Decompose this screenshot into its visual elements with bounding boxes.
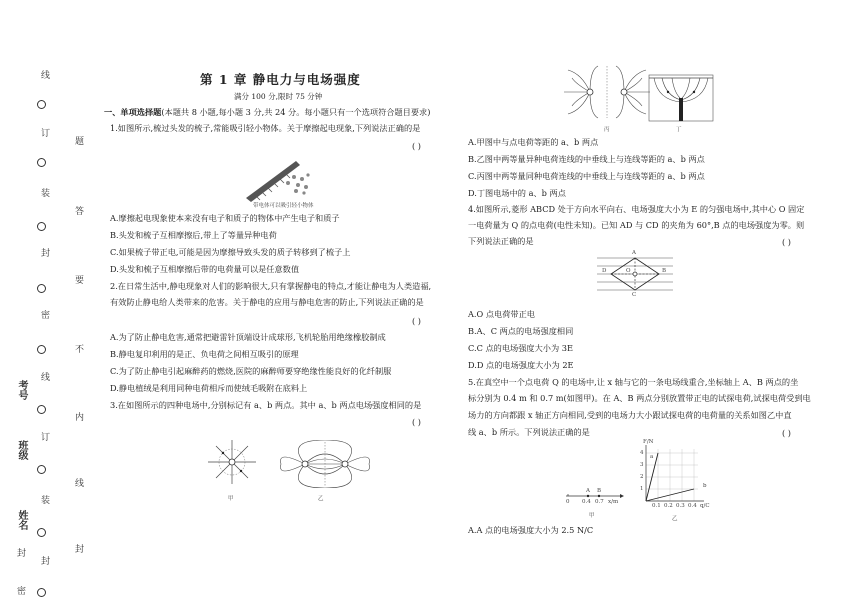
name-label: 姓名 (16, 510, 27, 530)
q4-option-c: C.C 点的电场强度大小为 3E (468, 343, 573, 353)
binding-circle (37, 528, 46, 537)
q5-fig-yi-caption: 乙 (672, 516, 678, 522)
binding-circle (37, 405, 46, 414)
q2-option-c: C.为了防止静电引起麻醉药的燃烧,医院的麻醉师要穿绝缘性能良好的化纤制服 (110, 366, 392, 376)
q1-option-a: A.摩擦起电现象使本来没有电子和质子的物体中产生电子和质子 (110, 213, 340, 223)
binding-char: 封 (39, 248, 49, 257)
q5-tick-04: 0.4 (582, 499, 591, 505)
q4-point-c: C (632, 292, 637, 298)
q5-xlabel: x/m (608, 499, 619, 505)
q3-fig-bing (562, 64, 652, 119)
q5-stem-line4: 线 a、b 所示。下列说法正确的是 (468, 427, 590, 437)
q5-tick-07: 0.7 (595, 499, 604, 505)
binding-char: 线 (39, 70, 49, 79)
q5-xtick-01: 0.1 (652, 503, 661, 509)
q4-stem-line3: 下列说法正确的是 (468, 236, 534, 246)
q1-option-d: D.头发和梳子互相摩擦后带的电荷量可以是任意数值 (110, 264, 300, 274)
q4-stem-line2: 一电荷量为 Q 的点电荷(电性未知)。已知 AD 与 CD 的夹角为 60°,B 点的电场强度为零。则 (468, 220, 805, 230)
q5-graph-xlabel: q/C (700, 503, 710, 509)
q5-ytick-3: 3 (640, 462, 644, 468)
q3-option-c: C.丙图中两等量同种电荷连线的中垂线上与连线等距的 a、b 两点 (468, 171, 705, 181)
q2-option-a: A.为了防止静电危害,通常把避雷针顶端设计成球形,飞机轮胎用绝缘橡胶制成 (110, 332, 386, 342)
exam-number-label: 考号 (16, 380, 27, 400)
binding-char: 不 (73, 344, 83, 353)
q2-option-d: D.静电植绒是利用同种电荷相斥而使绒毛吸附在底料上 (110, 383, 308, 393)
binding-char: 封 (39, 556, 49, 565)
q5-xtick-03: 0.3 (676, 503, 685, 509)
q5-ytick-4: 4 (640, 450, 644, 456)
binding-circle (37, 588, 46, 597)
q1-figure-caption: 带电体可以吸引轻小物体 (253, 203, 314, 209)
q3-fig-ding (648, 74, 714, 124)
q5-answer-paren: ( ) (782, 428, 791, 438)
q5-tick-0: 0 (566, 499, 570, 505)
q4-option-a: A.O 点电荷带正电 (468, 309, 535, 319)
q3-option-a: A.甲图中与点电荷等距的 a、b 两点 (468, 137, 599, 147)
q2-stem-line1: 2.在日常生活中,静电现象对人们的影响很大,只有掌握静电的特点,才能让静电为人类造福, (110, 281, 432, 291)
q3-stem: 3.在如图所示的四种电场中,分别标记有 a、b 两点。其中 a、b 两点电场强度相同的是 (110, 400, 422, 410)
binding-char: 题 (73, 136, 83, 145)
q1-answer-paren: ( ) (412, 141, 421, 151)
q5-xtick-04: 0.4 (688, 503, 697, 509)
binding-margin (0, 0, 100, 608)
section-note: (本题共 8 小题,每小题 3 分,共 24 分。每小题只有一个选项符合题目要求) (161, 107, 431, 117)
binding-char: 线 (73, 478, 83, 487)
q5-fig-graph (638, 443, 708, 505)
q3-fig-jia-label: 甲 (228, 496, 234, 502)
q5-ylabel: F/N (643, 439, 654, 445)
q5-option-a: A.A 点的电场强度大小为 2.5 N/C (468, 525, 594, 535)
binding-char: 内 (73, 412, 83, 421)
page-subtitle: 满分 100 分,限时 75 分钟 (234, 92, 323, 101)
q2-answer-paren: ( ) (412, 316, 421, 326)
q1-option-b: B.头发和梳子互相摩擦后,带上了等量异种电荷 (110, 230, 277, 240)
q5-fig-jia-caption: 甲 (589, 513, 595, 519)
q4-option-b: B.A、C 两点的电场强度相同 (468, 326, 574, 336)
binding-char: 封 (73, 544, 83, 553)
q5-ytick-2: 2 (640, 474, 644, 480)
q5-xtick-02: 0.2 (664, 503, 673, 509)
q5-point-b: B (597, 488, 602, 494)
q1-stem: 1.如图所示,梳过头发的梳子,常能吸引轻小物体。关于摩擦起电现象,下列说法正确的是 (110, 123, 421, 133)
binding-char: 订 (39, 128, 49, 137)
q4-point-o: O (626, 268, 631, 274)
binding-char: 密 (15, 586, 25, 595)
q4-answer-paren: ( ) (782, 237, 791, 247)
binding-circle (37, 158, 46, 167)
q4-point-a: A (632, 250, 636, 256)
binding-char: 密 (39, 310, 49, 319)
binding-circle (37, 222, 46, 231)
q2-option-b: B.静电复印利用的是正、负电荷之间相互吸引的原理 (110, 349, 299, 359)
q5-line-b-label: b (703, 483, 707, 489)
binding-circle (37, 100, 46, 109)
q5-stem-line3: 场力的方向都跟 x 轴正方向相同,受到的电场力大小跟试探电荷的电荷量的关系如图乙中直 (468, 410, 792, 420)
q3-option-d: D.丁图电场中的 a、b 两点 (468, 188, 566, 198)
q4-option-d: D.D 点的电场强度大小为 2E (468, 360, 574, 370)
q3-answer-paren: ( ) (412, 417, 421, 427)
q2-stem-line2: 有效防止静电给人类带来的危害。关于静电的应用与静电危害的防止,下列说法正确的是 (110, 297, 424, 307)
binding-char: 装 (39, 188, 49, 197)
binding-char: 要 (73, 275, 83, 284)
section-heading (104, 107, 430, 118)
comb-icon (246, 161, 300, 202)
binding-circle (37, 465, 46, 474)
binding-char: 答 (73, 206, 83, 215)
section-title: 一、单项选择题 (104, 107, 162, 117)
q3-fig-yi (275, 440, 375, 488)
binding-circle (37, 345, 46, 354)
binding-char: 线 (39, 372, 49, 381)
binding-circle (37, 284, 46, 293)
q3-option-b: B.乙图中两等量异种电荷连线的中垂线上与连线等距的 a、b 两点 (468, 154, 705, 164)
q4-stem-line1: 4.如图所示,菱形 ABCD 处于方向水平向右、电场强度大小为 E 的匀强电场中,其中心 O 固定 (468, 204, 805, 214)
q3-fig-bing-label: 丙 (604, 127, 610, 133)
q4-point-d: D (602, 268, 607, 274)
q5-stem-line2: 标分别为 0.4 m 和 0.7 m(如图甲)。在 A、B 两点分别放置带正电的试探电荷,试探电荷受到电 (468, 393, 811, 403)
q5-ytick-1: 1 (640, 486, 644, 492)
class-label: 班级 (16, 440, 27, 460)
paper-bits (286, 173, 310, 194)
q5-line-a-label: a (650, 454, 654, 460)
q3-fig-ding-label: 丁 (676, 127, 682, 133)
binding-char: 封 (15, 548, 25, 557)
q5-stem-line1: 5.在真空中一个点电荷 Q 的电场中,让 x 轴与它的一条电场线重合,坐标轴上 A、B 两点的坐 (468, 377, 799, 387)
q3-fig-yi-label: 乙 (318, 496, 324, 502)
q5-point-a: A (586, 488, 590, 494)
q1-option-c: C.如果梳子带正电,可能是因为摩擦导致头发的质子转移到了梳子上 (110, 247, 351, 257)
page-title: 第 1 章 静电力与电场强度 (200, 72, 361, 87)
q3-fig-jia (202, 438, 262, 488)
q4-point-b: B (662, 268, 667, 274)
binding-char: 订 (39, 432, 49, 441)
binding-char: 装 (39, 495, 49, 504)
